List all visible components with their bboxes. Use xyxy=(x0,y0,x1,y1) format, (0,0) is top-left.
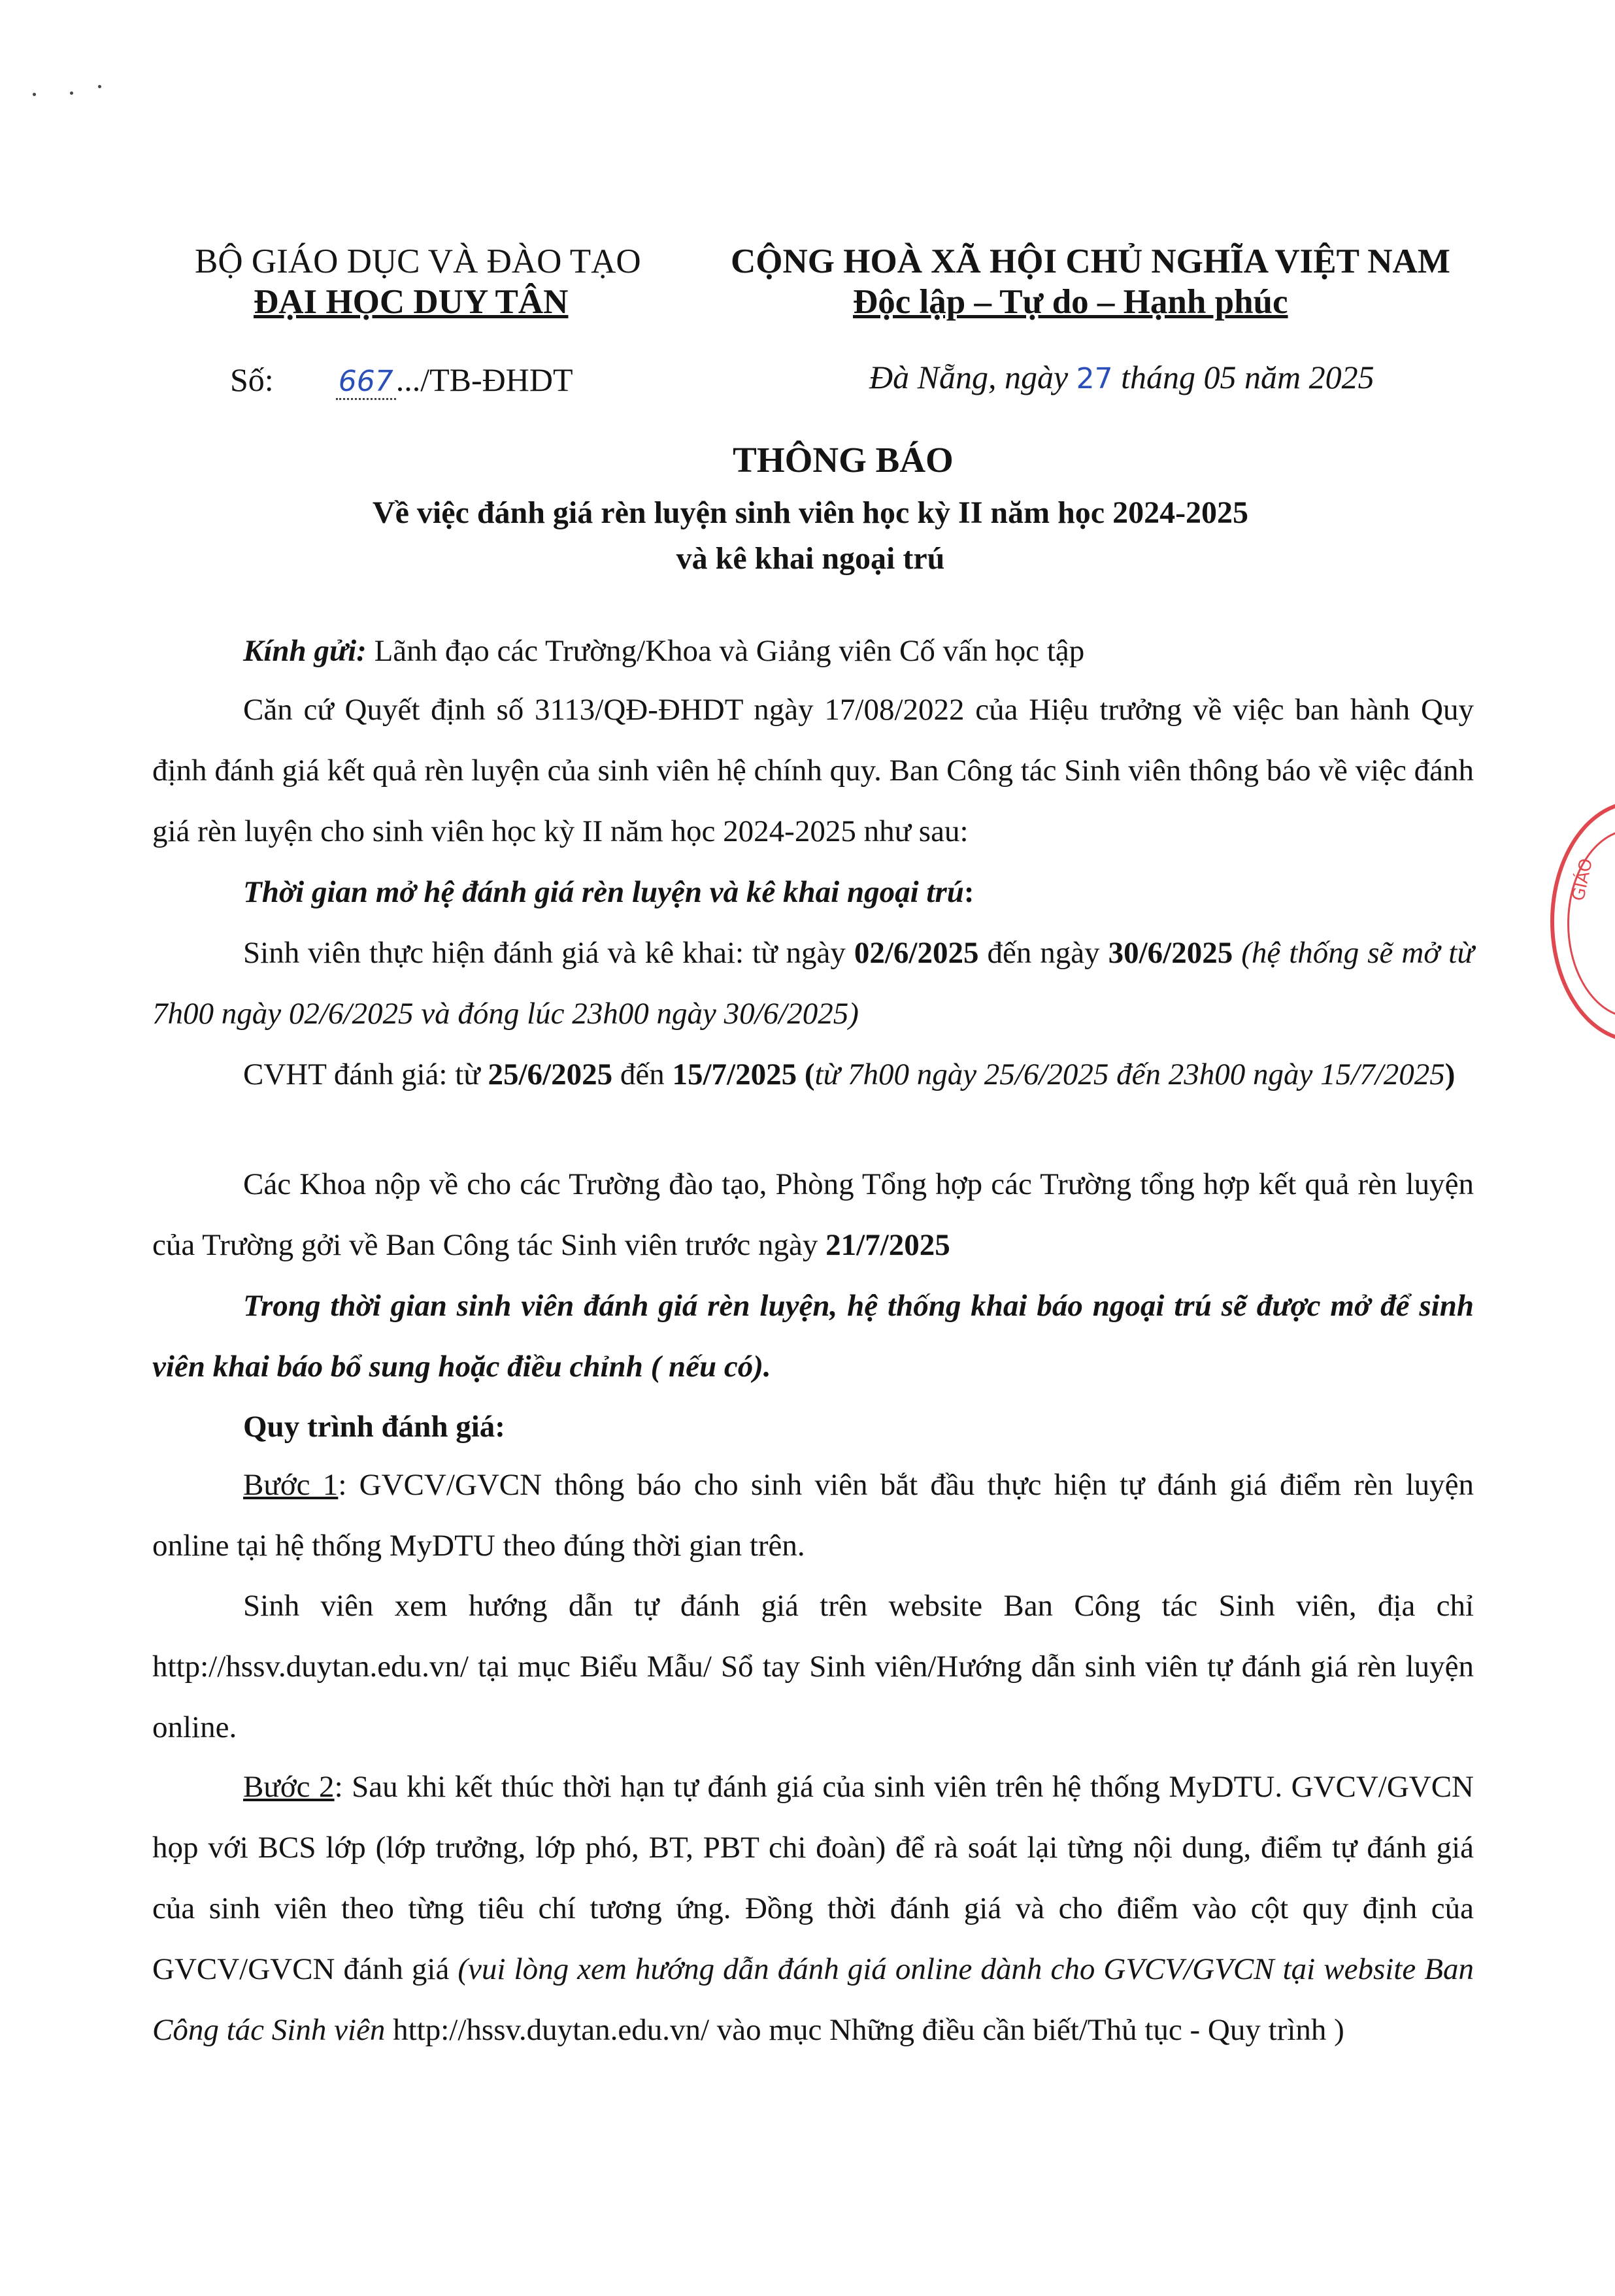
handwritten-number: 667 xyxy=(336,365,396,400)
faculty-deadline: 21/7/2025 xyxy=(825,1228,950,1262)
student-period-paragraph xyxy=(152,923,1474,1044)
student-period-note: (hệ thống sẽ mở từ 7h00 ngày 02/6/2025 và đóng lúc 23h00 ngày 30/6/2025) xyxy=(152,936,1474,1031)
date-prefix: Đà Nẵng, ngày xyxy=(869,359,1069,395)
step2-end: vào mục Những điều cần biết/Thủ tục - Quy trình ) xyxy=(716,2013,1344,2047)
time-heading-text: Thời gian mở hệ đánh giá rèn luyện và kê khai ngoại trú xyxy=(243,875,964,909)
step1-guide-paragraph: Sinh viên xem hướng dẫn tự đánh giá trên website Ban Công tác Sinh viên, địa chỉ http://hssv.duytan.edu.vn/ tại mục Biểu Mẫu/ Sổ tay Sinh viên/Hướng dẫn sinh viên tự đánh giá rèn luyện online. xyxy=(152,1589,1474,1744)
number-label: Số: xyxy=(230,361,274,398)
residence-note: Trong thời gian sinh viên đánh giá rèn luyện, hệ thống khai báo ngoại trú sẽ được mở để sinh viên khai báo bổ sung hoặc điều chỉnh ( nếu có). xyxy=(152,1289,1474,1384)
handwritten-day: 27 xyxy=(1076,362,1113,395)
faculty-submission-text: Các Khoa nộp về cho các Trường đào tạo, Phòng Tổng hợp các Trường tổng hợp kết quả rèn luyện của Trường gởi về Ban Công tác Sinh viên trước ngày xyxy=(152,1167,1474,1262)
basis-paragraph: Căn cứ Quyết định số 3113/QĐ-ĐHDT ngày 17/08/2022 của Hiệu trưởng về việc ban hành Quy định đánh giá kết quả rèn luyện của sinh viên hệ chính quy. Ban Công tác Sinh viên thông báo về việc đánh giá rèn luyện cho sinh viên học kỳ II năm học 2024-2025 như sau: xyxy=(152,693,1474,848)
step2-url: http://hssv.duytan.edu.vn/ xyxy=(393,2013,710,2047)
number-suffix: /TB-ĐHDT xyxy=(420,361,573,398)
step2-note: (vui lòng xem hướng dẫn đánh giá online dành cho GVCV/GVCN tại website Ban Công tác Sinh viên xyxy=(152,1952,1474,2047)
step1-label: Bước 1 xyxy=(243,1468,339,1502)
recipient-line xyxy=(243,621,1084,682)
faculty-submission-paragraph xyxy=(152,1154,1474,1276)
step2-paragraph xyxy=(152,1757,1474,2061)
step2-label: Bước 2 xyxy=(243,1770,335,1804)
step1-paragraph xyxy=(152,1455,1474,1576)
country-name: CỘNG HOÀ XÃ HỘI CHỦ NGHĨA VIỆT NAM xyxy=(731,242,1450,280)
number-dots: ... xyxy=(395,361,421,398)
step2-text: : Sau khi kết thúc thời hạn tự đánh giá của sinh viên trên hệ thống MyDTU. GVCV/GVCN họp với BCS lớp (lớp trưởng, lớp phó, BT, PBT chi đoàn) để rà soát lại từng nội dung, điểm tự đánh giá của sinh viên theo từng tiêu chí tương ứng. Đồng thời đánh giá và cho điểm vào cột quy định của GVCV/GVCN đánh giá xyxy=(152,1770,1474,1986)
scan-speck xyxy=(98,85,101,88)
ministry-name: BỘ GIÁO DỤC VÀ ĐÀO TẠO xyxy=(195,242,641,280)
time-heading xyxy=(243,862,974,923)
recipient-text: Lãnh đạo các Trường/Khoa và Giảng viên Cố vấn học tập xyxy=(374,634,1085,668)
national-motto: Độc lập – Tự do – Hạnh phúc xyxy=(853,283,1288,321)
scan-speck xyxy=(33,93,36,96)
notice-subtitle-line1: Về việc đánh giá rèn luyện sinh viên học kỳ II năm học 2024-2025 xyxy=(372,495,1249,530)
scan-speck xyxy=(70,92,73,95)
document-number xyxy=(230,361,573,399)
recipient-label: Kính gửi: xyxy=(243,634,367,668)
cvht-period-text: CVHT đánh giá: từ xyxy=(243,1057,480,1091)
student-start-date: 02/6/2025 xyxy=(854,936,979,970)
cvht-period-note: từ 7h00 ngày 25/6/2025 đến 23h00 ngày 15/7/2025 xyxy=(814,1057,1445,1091)
cvht-period-paragraph xyxy=(152,1044,1474,1105)
notice-title: THÔNG BÁO xyxy=(733,440,954,480)
student-end-date: 30/6/2025 xyxy=(1108,936,1233,970)
process-heading: Quy trình đánh giá: xyxy=(243,1410,505,1444)
date-suffix: tháng 05 năm 2025 xyxy=(1121,359,1374,395)
cvht-start-date: 25/6/2025 xyxy=(488,1057,613,1091)
step1-text: : GVCV/GVCN thông báo cho sinh viên bắt đầu thực hiện tự đánh giá điểm rèn luyện online tại hệ thống MyDTU theo đúng thời gian trên. xyxy=(152,1468,1474,1563)
student-period-text: Sinh viên thực hiện đánh giá và kê khai: từ ngày xyxy=(243,936,846,970)
cvht-note-close: ) xyxy=(1444,1057,1456,1091)
cvht-period-mid: đến xyxy=(620,1057,665,1091)
cvht-note-open: ( xyxy=(804,1057,815,1091)
document-date xyxy=(869,358,1374,396)
stamp-text: GIÁO xyxy=(1569,856,1597,903)
student-period-mid: đến ngày xyxy=(987,936,1100,970)
notice-subtitle-line2: và kê khai ngoại trú xyxy=(676,541,945,576)
cvht-end-date: 15/7/2025 xyxy=(672,1057,797,1091)
university-name: ĐẠI HỌC DUY TÂN xyxy=(254,283,569,321)
time-heading-colon: : xyxy=(963,875,974,909)
